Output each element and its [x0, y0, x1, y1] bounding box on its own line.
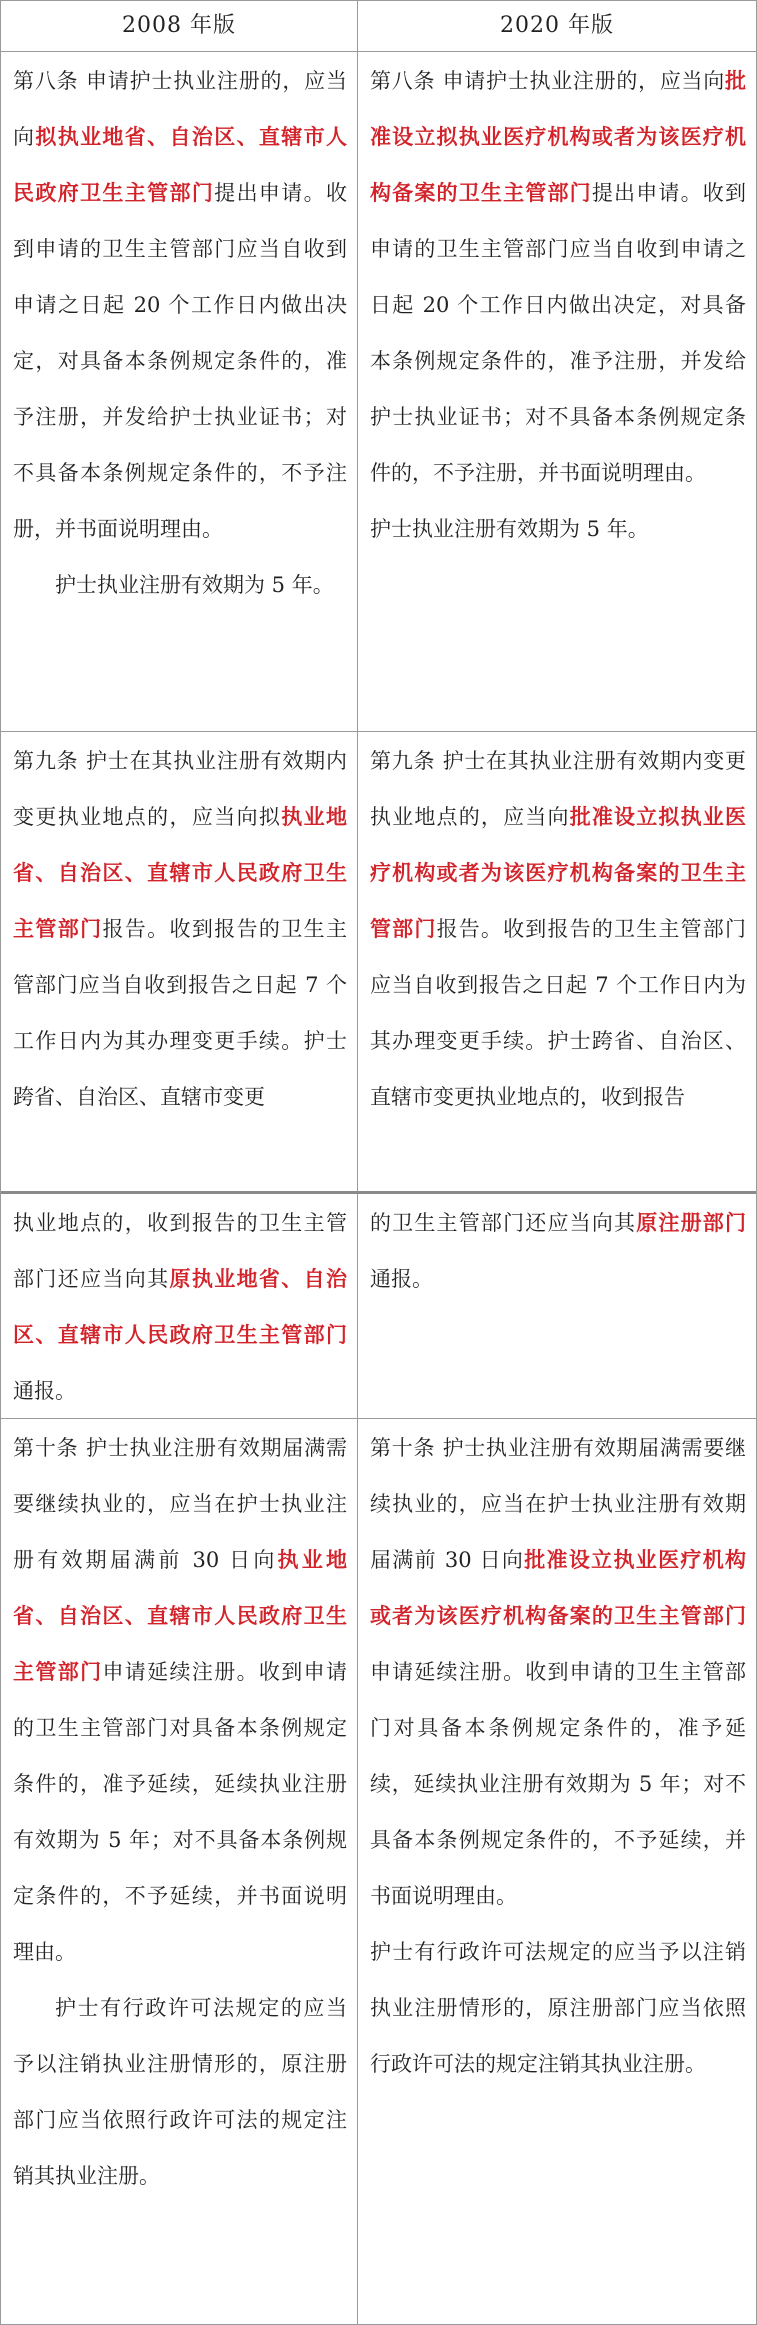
article-9-2020	[358, 733, 756, 1125]
text-segment: 第八条 申请护士执业注册的，应当向	[13, 69, 347, 149]
article-10-2020-para-2: 护士有行政许可法规定的应当予以注销执业注册情形的，原注册部门应当依照行政许可法的规定注销其执业注册。	[370, 1940, 746, 2076]
text-segment: 通报。	[13, 1379, 76, 1403]
article-9-2020-para-1	[370, 733, 746, 1125]
article-10-2020-para-1	[370, 1420, 746, 1924]
highlighted-change: 原执业地省、自治区、直辖市人民政府卫生主管部门	[13, 1266, 347, 1347]
text-segment: 申请延续注册。收到申请的卫生主管部门对具备本条例规定条件的，准予延续，延续执业注册有效期为 5 年；对不具备本条例规定条件的，不予延续，并书面说明理由。	[370, 1660, 746, 1908]
text-segment: 报告。收到报告的卫生主管部门应当自收到报告之日起 7 个工作日内为其办理变更手续。护士跨省、自治区、直辖市变更执业地点的，收到报告	[370, 917, 746, 1109]
highlighted-change: 原注册部门	[636, 1210, 746, 1235]
text-segment: 申请延续注册。收到申请的卫生主管部门对具备本条例规定条件的，准予延续，延续执业注册有效期为 5 年；对不具备本条例规定条件的，不予延续，并书面说明理由。	[13, 1660, 348, 1964]
article-9-2020-para-cont	[370, 1195, 746, 1307]
article-8-2020-para-1	[370, 53, 746, 501]
text-segment: 通报。	[370, 1267, 433, 1291]
article-10-2008	[1, 1420, 357, 2204]
highlighted-change: 执业地省、自治区、直辖市人民政府卫生主管部门	[13, 1547, 347, 1684]
article-10-2008-para-2: 护士有行政许可法规定的应当予以注销执业注册情形的，原注册部门应当依照行政许可法的规定注销其执业注册。	[13, 1996, 347, 2188]
article-9-2008-para-cont	[13, 1195, 347, 1419]
text-segment: 执业地点的，收到报告的卫生主管部门还应当向其	[13, 1211, 347, 1291]
text-segment: 第九条 护士在其执业注册有效期内变更执业地点的，应当向拟	[13, 749, 347, 829]
text-segment: 第九条 护士在其执业注册有效期内变更执业地点的，应当向	[370, 749, 746, 829]
row-divider-1	[1, 731, 756, 732]
highlighted-change: 拟执业地省、自治区、直辖市人民政府卫生主管部门	[13, 124, 348, 205]
article-8-2008-para-1	[13, 53, 347, 557]
article-9-2008-para-1	[13, 733, 347, 1125]
text-segment: 报告。收到报告的卫生主管部门应当自收到报告之日起 7 个工作日内为其办理变更手续。护士跨省、自治区、直辖市变更	[13, 917, 348, 1109]
highlighted-change: 批准设立拟执业医疗机构或者为该医疗机构备案的卫生主管部门	[370, 804, 746, 941]
text-segment: 第十条 护士执业注册有效期届满需要继续执业的，应当在护士执业注册有效期届满前 30 日向	[13, 1436, 347, 1572]
article-8-2020-para-2: 护士执业注册有效期为 5 年。	[370, 517, 649, 541]
text-segment: 的卫生主管部门还应当向其	[370, 1211, 637, 1235]
highlighted-change: 批准设立执业医疗机构或者为该医疗机构备案的卫生主管部门	[370, 1547, 747, 1628]
header-2020: 2020 年版	[500, 13, 614, 38]
row-divider-page-break	[1, 1191, 756, 1194]
text-segment: 第八条 申请护士执业注册的，应当向	[370, 69, 725, 93]
text-segment: 提出申请。收到申请的卫生主管部门应当自收到申请之日起 20 个工作日内做出决定，对具备本条例规定条件的，准予注册，并发给护士执业证书；对不具备本条例规定条件的，不予注册，并书面说明理由。	[13, 181, 348, 541]
text-segment: 提出申请。收到申请的卫生主管部门应当自收到申请之日起 20 个工作日内做出决定，对具备本条例规定条件的，准予注册，并发给护士执业证书；对不具备本条例规定条件的，不予注册，并书面说明理由。	[370, 181, 746, 485]
highlighted-change: 执业地省、自治区、直辖市人民政府卫生主管部门	[13, 804, 348, 941]
article-8-2020	[358, 53, 756, 557]
article-10-2008-para-1	[13, 1420, 347, 1980]
article-9-2008-continued	[1, 1195, 357, 1419]
highlighted-change: 批准设立拟执业医疗机构或者为该医疗机构备案的卫生主管部门	[370, 68, 746, 205]
text-segment: 第十条 护士执业注册有效期届满需要继续执业的，应当在护士执业注册有效期届满前 30 日向	[370, 1436, 746, 1572]
article-9-2020-continued	[358, 1195, 756, 1307]
article-9-2008	[1, 733, 357, 1125]
article-8-2008	[1, 53, 357, 613]
article-10-2020	[358, 1420, 756, 2092]
article-8-2008-para-2: 护士执业注册有效期为 5 年。	[55, 573, 334, 597]
row-divider-header	[1, 51, 756, 52]
header-2008: 2008 年版	[122, 13, 236, 38]
